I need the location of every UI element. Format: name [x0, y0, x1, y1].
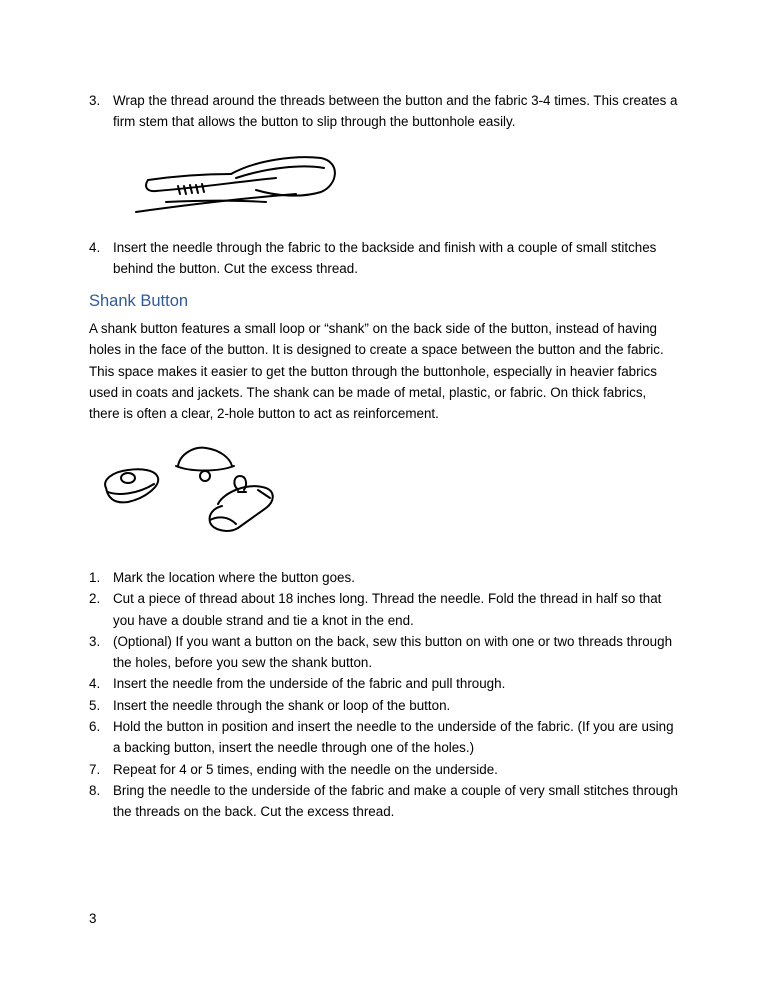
step-number: 4.	[89, 676, 101, 692]
step-text: Insert the needle through the fabric to the backside and finish with a couple of small stitches behind the button. Cut the excess thread.	[113, 240, 657, 277]
instruction-step-wrap-thread	[89, 90, 679, 133]
list-item	[89, 780, 679, 823]
step-number: 2.	[89, 591, 101, 607]
step-text: Wrap the thread around the threads between the button and the fabric 3-4 times. This creates a firm stem that allows the button to slip through the buttonhole easily.	[113, 93, 678, 130]
step-text: Cut a piece of thread about 18 inches long. Thread the needle. Fold the thread in half so that you have a double strand and tie a knot in the end.	[113, 591, 662, 628]
step-number: 7.	[89, 761, 101, 777]
instruction-step-insert-needle	[89, 237, 679, 280]
step-number: 8.	[89, 782, 101, 798]
list-item	[89, 695, 679, 716]
page-number: 3	[89, 911, 97, 926]
step-text: Repeat for 4 or 5 times, ending with the needle on the underside.	[113, 761, 498, 777]
section-paragraph: A shank button features a small loop or “shank” on the back side of the button, instead of having holes in the face of the button. It is designed to create a space between the button and the fabric. This space makes it easier to get the button through the buttonhole, especially in heavier fabrics used in coats and jackets. The shank can be made of metal, plastic, or fabric. On thick fabrics, there is often a clear, 2-hole button to act as reinforcement.	[89, 321, 664, 422]
list-item	[89, 588, 679, 631]
step-text: Insert the needle through the shank or loop of the button.	[113, 697, 451, 713]
list-item	[89, 567, 679, 588]
step-text: (Optional) If you want a button on the back, sew this button on with one or two threads through the holes, before you sew the shank button.	[113, 633, 673, 671]
step-text: Hold the button in position and insert the needle to the underside of the fabric. (If you are using a backing button, insert the needle through one of the holes.)	[113, 719, 674, 756]
list-item	[89, 759, 679, 780]
shank-button-illustration	[98, 440, 283, 540]
shank-button-steps	[89, 567, 679, 823]
step-number: 4.	[89, 240, 101, 255]
step-number: 3.	[89, 93, 101, 108]
step-number: 5.	[89, 697, 101, 713]
list-item	[89, 631, 679, 674]
step-text: Insert the needle from the underside of the fabric and pull through.	[113, 676, 506, 692]
step-text: Bring the needle to the underside of the fabric and make a couple of very small stitches through the threads on the back. Cut the excess thread.	[113, 782, 678, 820]
step-text: Mark the location where the button goes.	[113, 570, 355, 585]
section-heading: Shank Button	[89, 292, 189, 310]
step-number: 6.	[89, 719, 101, 735]
step-number: 1.	[89, 570, 101, 585]
thread-stem-illustration	[126, 150, 346, 220]
step-number: 3.	[89, 633, 101, 649]
list-item	[89, 673, 679, 694]
list-item	[89, 716, 679, 759]
